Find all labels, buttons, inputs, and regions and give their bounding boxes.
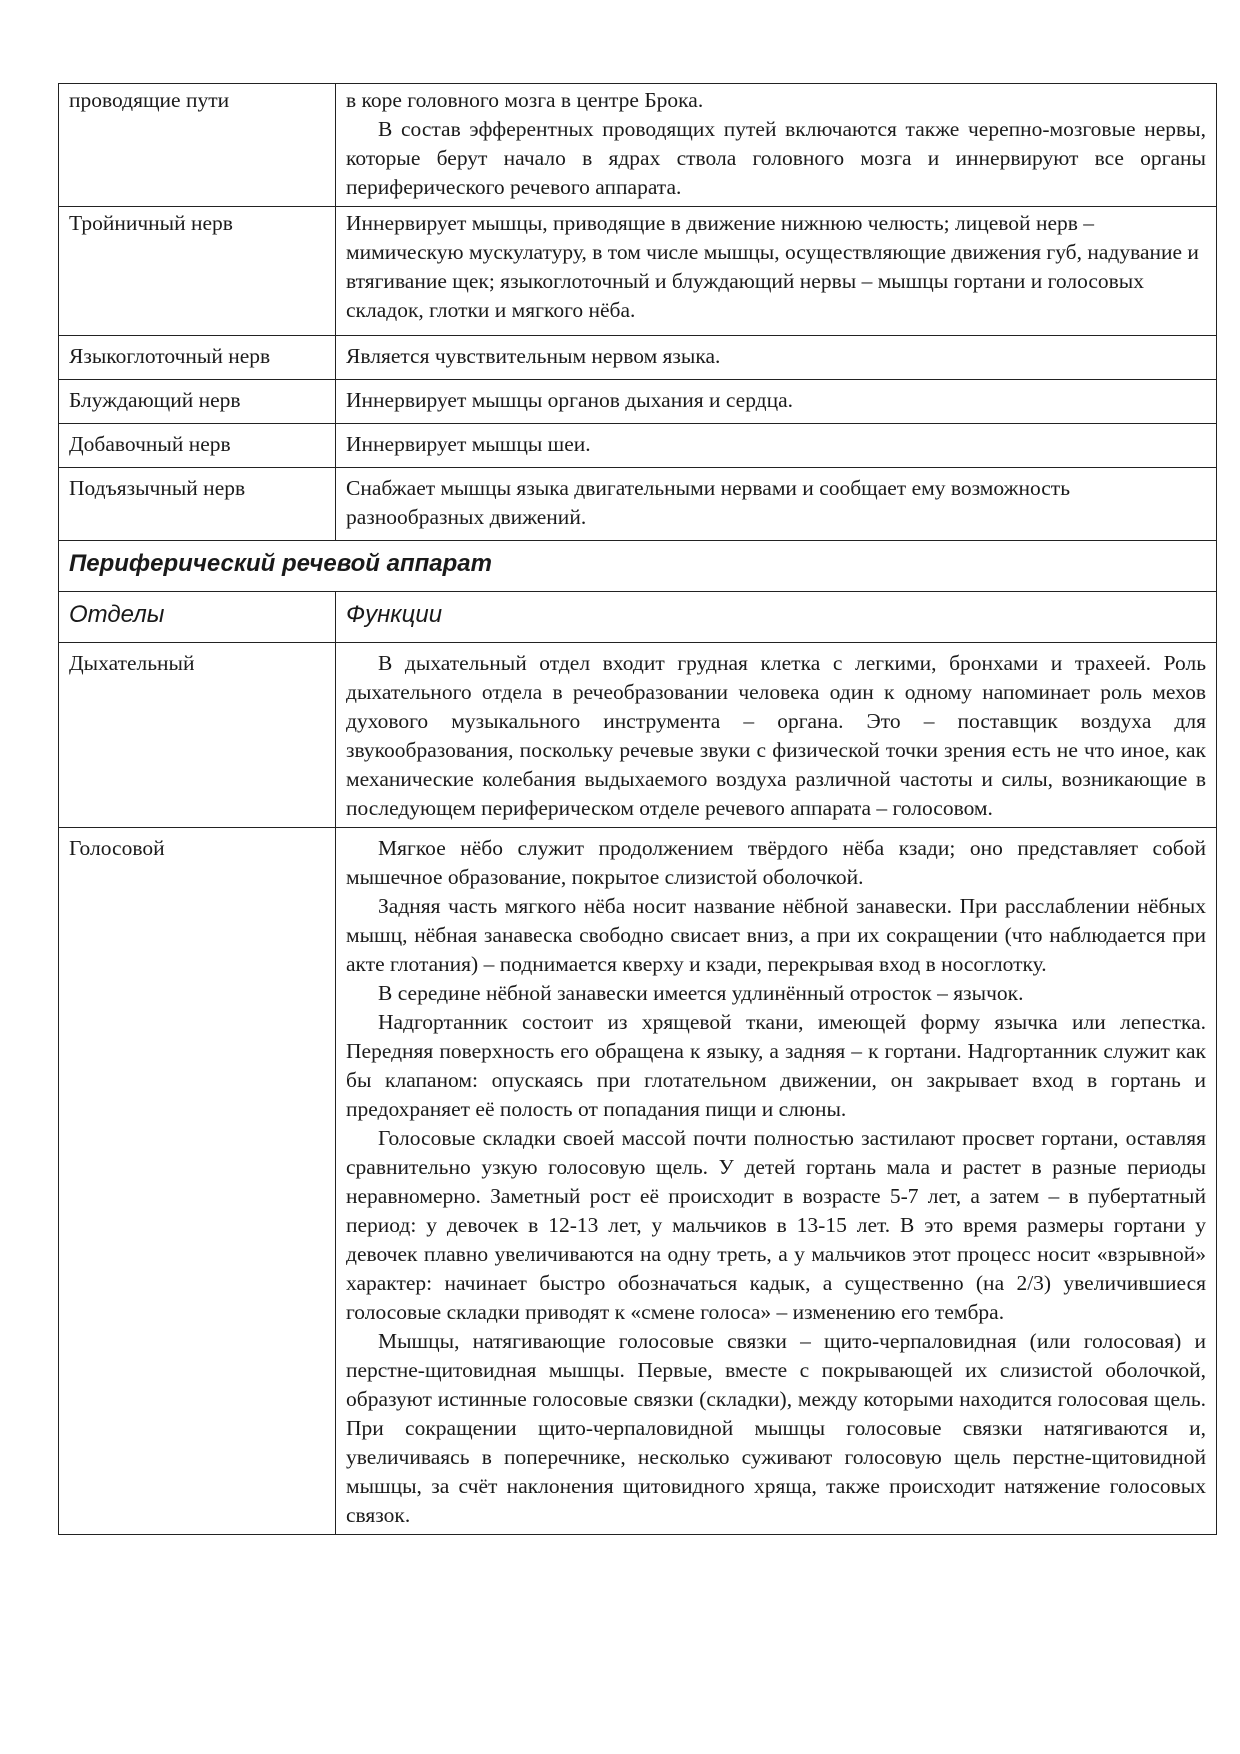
- header-row: [59, 592, 1217, 643]
- text-paragraph: Мышцы, натягивающие голосовые связки – щито-черпаловидная (или голосовая) и перстне-щитовидная мышцы. Первые, вместе с покрывающей их слизистой оболочкой, образуют истинные голосовые связки (складки), между которыми находится голосовая щель. При сокращении щито-черпаловидной мышцы голосовые связки натягиваются и, увеличиваясь в поперечнике, несколько суживают голосовую щель перстне-щитовидной мышцы, за счёт наклонения щитовидного хряща, также происходит натяжение голосовых связок.: [346, 1329, 1206, 1527]
- table-row: [59, 380, 1217, 424]
- text-paragraph: В дыхательный отдел входит грудная клетка с легкими, бронхами и трахеей. Роль дыхательного отдела в речеобразовании человека один к одному напоминает роль мехов духового музыкального инструмента – органа. Это – поставщик воздуха для звукообразования, поскольку речевые звуки с физической точки зрения есть не что иное, как механические колебания выдыхаемого воздуха различной частоты и силы, возникающие в последующем периферическом отделе речевого аппарата – голосовом.: [346, 651, 1206, 820]
- row-label: Блуждающий нерв: [59, 380, 336, 424]
- text-paragraph: Иннервирует мышцы, приводящие в движение нижнюю челюсть; лицевой нерв – мимическую мускулатуру, в том числе мышцы, осуществляющие движения губ, надувание и втягивание щек; языкоглоточный и блуждающий нервы – мышцы гортани и голосовых складок, глотки и мягкого нёба.: [346, 211, 1199, 322]
- content-table: [58, 83, 1217, 1535]
- text-paragraph: В состав эфферентных проводящих путей включаются также черепно-мозговые нервы, которые берут начало в ядрах ствола головного мозга и иннервируют все органы периферического речевого аппарата.: [346, 117, 1206, 199]
- row-label: Языкоглоточный нерв: [59, 336, 336, 380]
- row-text: [336, 84, 1217, 207]
- row-label: Добавочный нерв: [59, 424, 336, 468]
- section-row: [59, 541, 1217, 592]
- row-label: Голосовой: [59, 828, 336, 1535]
- text-paragraph: Задняя часть мягкого нёба носит название нёбной занавески. При расслаблении нёбных мышц, нёбная занавеска свободно свисает вниз, а при их сокращении (что наблюдается при акте глотания) – поднимается кверху и кзади, перекрывая вход в носоглотку.: [346, 894, 1206, 976]
- table-row: [59, 643, 1217, 828]
- row-label: Дыхательный: [59, 643, 336, 828]
- text-paragraph: Мягкое нёбо служит продолжением твёрдого нёба кзади; оно представляет собой мышечное образование, покрытое слизистой оболочкой.: [346, 836, 1206, 889]
- row-text: [336, 336, 1217, 380]
- row-label: проводящие пути: [59, 84, 336, 207]
- row-text: [336, 424, 1217, 468]
- row-text: [336, 643, 1217, 828]
- document-page: [58, 83, 1206, 1535]
- text-paragraph: Является чувствительным нервом языка.: [346, 344, 721, 368]
- row-label: Тройничный нерв: [59, 207, 336, 336]
- row-text: [336, 380, 1217, 424]
- column-header-departments: Отделы: [59, 592, 336, 643]
- table-row: [59, 424, 1217, 468]
- text-paragraph: Иннервирует мышцы органов дыхания и сердца.: [346, 388, 794, 412]
- section-title: Периферический речевой аппарат: [59, 541, 1217, 592]
- text-paragraph: Надгортанник состоит из хрящевой ткани, имеющей форму язычка или лепестка. Передняя поверхность его обращена к языку, а задняя – к гортани. Надгортанник служит как бы клапаном: опускаясь при глотательном движении, он закрывает вход в гортань и предохраняет её полость от попадания пищи и слюны.: [346, 1010, 1206, 1121]
- table-row: [59, 828, 1217, 1535]
- table-row: [59, 336, 1217, 380]
- row-label: Подъязычный нерв: [59, 468, 336, 541]
- text-paragraph: Иннервирует мышцы шеи.: [346, 432, 591, 456]
- table-row: [59, 207, 1217, 336]
- row-text: [336, 468, 1217, 541]
- text-line: в коре головного мозга в центре Брока.: [346, 88, 704, 112]
- text-paragraph: Снабжает мышцы языка двигательными нервами и сообщает ему возможность разнообразных движений.: [346, 476, 1071, 529]
- table-row: [59, 468, 1217, 541]
- row-text: [336, 828, 1217, 1535]
- row-text: [336, 207, 1217, 336]
- text-paragraph: В середине нёбной занавески имеется удлинённый отросток – язычок.: [378, 981, 1024, 1005]
- table-row: [59, 84, 1217, 207]
- text-paragraph: Голосовые складки своей массой почти полностью застилают просвет гортани, оставляя сравнительно узкую голосовую щель. У детей гортань мала и растет в разные периоды неравномерно. Заметный рост её происходит в возрасте 5-7 лет, а затем – в пубертатный период: у девочек в 12-13 лет, у мальчиков в 13-15 лет. В это время размеры гортани у девочек плавно увеличиваются на одну треть, а у мальчиков этот процесс носит «взрывной» характер: начинает быстро обозначаться кадык, а существенно (на 2/3) увеличившиеся голосовые складки приводят к «смене голоса» – изменению его тембра.: [346, 1126, 1206, 1324]
- column-header-functions: Функции: [336, 592, 1217, 643]
